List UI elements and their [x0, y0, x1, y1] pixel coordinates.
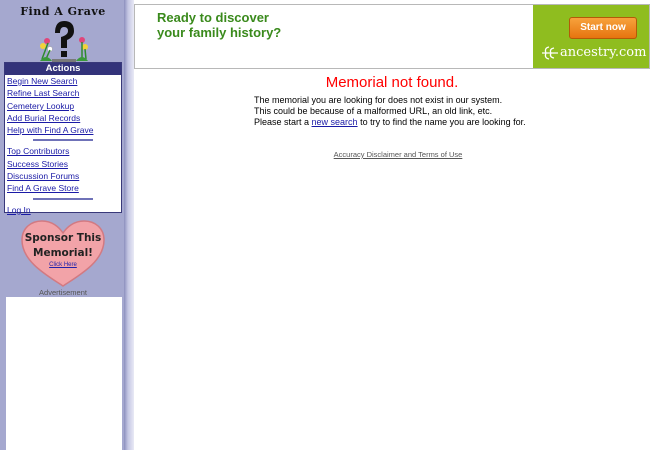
- question-mark-headstone-icon: [38, 19, 90, 63]
- sponsor-click-here-link[interactable]: Click Here: [49, 262, 77, 268]
- ancestry-banner-ad[interactable]: [134, 4, 650, 69]
- logo-text: Find A Grave: [20, 5, 106, 18]
- begin-new-search-link[interactable]: Begin New Search: [7, 76, 78, 86]
- disclaimer-link[interactable]: Accuracy Disclaimer and Terms of Use: [333, 150, 463, 159]
- sponsor-title: Sponsor This Memorial!: [24, 232, 102, 259]
- menu-divider: [33, 139, 93, 141]
- new-search-link[interactable]: new search: [311, 117, 358, 127]
- log-in-link[interactable]: Log In: [7, 204, 31, 215]
- top-contributors-link[interactable]: Top Contributors: [7, 146, 70, 157]
- sponsor-memorial-button[interactable]: [18, 218, 108, 288]
- ancestry-brand-text: ancestry.com: [560, 45, 647, 60]
- refine-last-search-link[interactable]: Refine Last Search: [7, 88, 80, 99]
- message-line: Please start a new search to try to find the name you are looking for.: [254, 117, 526, 127]
- actions-header: Actions: [5, 63, 121, 75]
- banner-brand-panel: [533, 5, 650, 69]
- leaf-icon: [541, 46, 559, 60]
- find-a-grave-logo[interactable]: [4, 4, 122, 62]
- find-a-grave-store-link[interactable]: Find A Grave Store: [7, 183, 79, 194]
- discussion-forums-link[interactable]: Discussion Forums: [7, 171, 80, 182]
- success-stories-link[interactable]: Success Stories: [7, 158, 68, 169]
- help-link[interactable]: Help with Find A Grave: [7, 125, 94, 136]
- start-now-button[interactable]: Start now: [569, 17, 637, 39]
- sidebar: [0, 0, 124, 450]
- sidebar-edge: [124, 0, 134, 450]
- menu-divider: [33, 198, 93, 200]
- banner-headline: Ready to discover your family history?: [157, 10, 282, 40]
- actions-menu: [4, 62, 122, 213]
- message-line: The memorial you are looking for does not exist in our system.: [254, 95, 503, 105]
- ancestry-logo: [541, 45, 646, 60]
- cemetery-lookup-link[interactable]: Cemetery Lookup: [7, 100, 75, 111]
- advertisement-slot: [6, 297, 122, 450]
- page-title: Memorial not found.: [325, 74, 459, 91]
- message-line: This could be because of a malformed URL, an old link, etc.: [254, 106, 493, 116]
- add-burial-records-link[interactable]: Add Burial Records: [7, 112, 81, 123]
- error-message: [254, 95, 544, 128]
- advertisement-label: Advertisement: [39, 288, 87, 297]
